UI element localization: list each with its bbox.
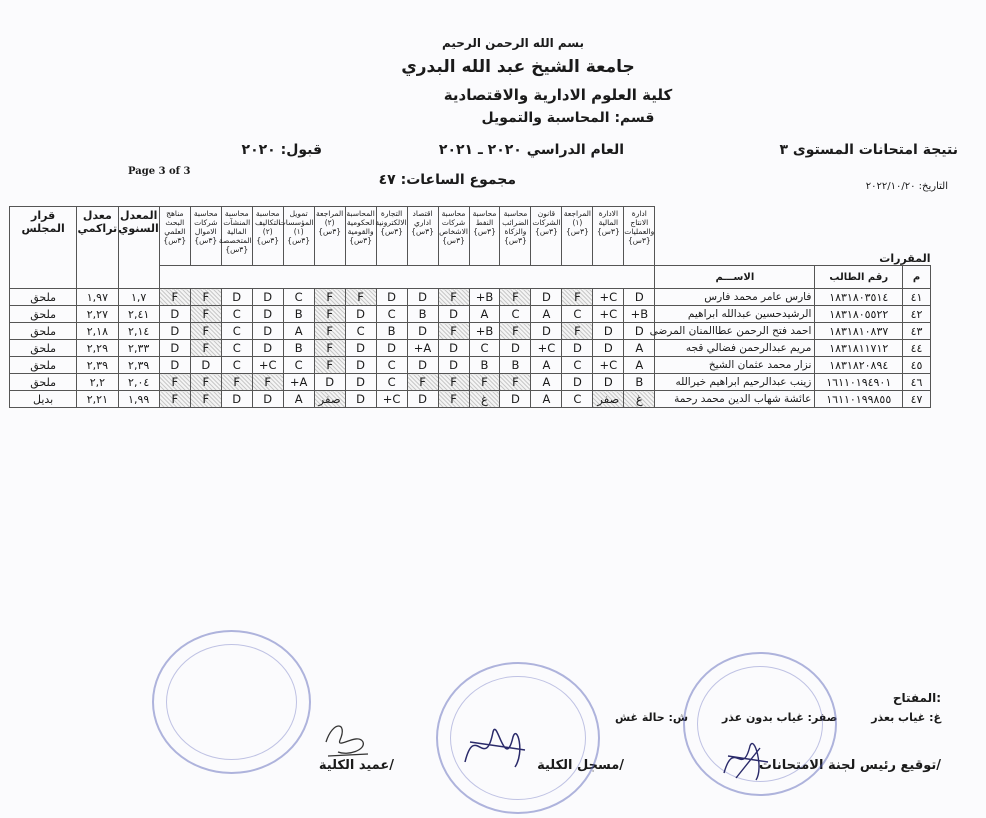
grade-cell: D [252,391,283,408]
grade-cell: D [190,357,221,374]
grade-cell: D [531,289,562,306]
grade-cell: C [221,306,252,323]
grade-cell: B [407,306,438,323]
university-name: جامعة الشيخ عبد الله البدري [401,57,635,77]
gpa-semester: ١,٧ [118,289,159,306]
dean-signature-label: عميد الكلية/ [318,758,394,773]
subject-header-row [10,207,931,266]
grade-cell: F [438,374,469,391]
gpa-cumulative: ٢,٣٩ [77,357,118,374]
key-cheating: ش: حالة غش [614,711,689,724]
grade-cell: D [159,323,190,340]
student-id-header: رقم الطالب [815,266,903,289]
grade-cell: D [221,391,252,408]
grade-cell: D [407,357,438,374]
grade-cell: C [221,357,252,374]
key-absent-excused: غ: غياب بعذر [871,711,941,724]
gpa-semester: ٢,٣٩ [118,357,159,374]
grade-cell: D [407,391,438,408]
grade-cell: D [624,323,655,340]
grade-cell: F [221,374,252,391]
grade-cell: A [283,323,314,340]
subject-header: محاسبة شركات الاموال {٣س} [190,207,221,266]
registrar-signature [455,712,535,782]
grade-cell: D [252,289,283,306]
gpa-semester-header: المعدل السنوي [118,207,159,289]
grade-cell: D [438,357,469,374]
grade-cell: C [469,340,500,357]
grade-cell: B [469,357,500,374]
council-decision: ملحق [10,289,77,306]
gpa-cumulative-header: معدل تراكمي [77,207,118,289]
grade-cell: D [531,323,562,340]
grade-cell: D [345,306,376,323]
grade-cell: D [314,374,345,391]
council-decision: ملحق [10,374,77,391]
row-number: ٤٥ [903,357,931,374]
grade-cell: F [438,323,469,340]
council-decision: ملحق [10,306,77,323]
subject-header: ادارة الانتاج والعمليات {٣س} [624,207,655,266]
issue-date: التاريخ: ٢٠٢٢/١٠/٢٠ [865,181,948,192]
council-decision: بديل [10,391,77,408]
grade-cell: F [159,374,190,391]
grade-cell: F [407,374,438,391]
grade-cell: C [376,306,407,323]
grade-cell: D [438,306,469,323]
student-name: نزار محمد عثمان الشيخ [655,357,815,374]
gpa-semester: ٢,٣٣ [118,340,159,357]
gpa-semester: ١,٩٩ [118,391,159,408]
key-title: المفتاح: [892,691,941,705]
courses-label: المقررات [879,252,931,265]
grade-cell: D [407,323,438,340]
table-row [10,357,931,374]
grade-cell: F [190,323,221,340]
results-table [9,206,931,408]
gpa-semester: ٢,٤١ [118,306,159,323]
decision-header: قرار المجلس [10,207,77,289]
grade-cell: F [314,357,345,374]
grade-cell: C [562,357,593,374]
subject-header: الادارة المالية {٣س} [593,207,624,266]
gpa-cumulative: ٢,٢٧ [77,306,118,323]
grade-cell: A [283,391,314,408]
gpa-cumulative: ٢,٢ [77,374,118,391]
total-hours: مجموع الساعات: ٤٧ [378,172,516,188]
grade-cell: C [221,323,252,340]
grade-cell: F [190,340,221,357]
subject-header: محاسبة التكاليف (٢) {٣س} [252,207,283,266]
grade-cell: C+ [376,391,407,408]
grade-cell: A [531,391,562,408]
grade-cell: D [438,340,469,357]
grade-cell: B [624,374,655,391]
student-name: عائشة شهاب الدين محمد رحمة [655,391,815,408]
student-name: زينب عبدالرحيم ابراهيم خيرالله [655,374,815,391]
grade-cell: D [221,289,252,306]
student-id: ١٨٣١٨١١٧١٢ [815,340,903,357]
grade-cell: B [283,340,314,357]
grade-cell: F [438,289,469,306]
subject-header: المراجعة (٢) {٣س} [314,207,345,266]
subject-header: تمويل المؤسسات (١) {٣س} [283,207,314,266]
grade-cell: D [345,340,376,357]
dean-signature [318,712,378,762]
number-header: م [903,266,931,289]
grade-cell: D [500,340,531,357]
grade-cell: B+ [469,323,500,340]
grade-cell: C [500,306,531,323]
gpa-cumulative: ٢,٢١ [77,391,118,408]
grade-cell: C [345,323,376,340]
grade-cell: C+ [593,289,624,306]
table-row [10,323,931,340]
grade-cell: A [624,357,655,374]
grade-cell: F [159,391,190,408]
grade-cell: B [500,357,531,374]
grade-cell: D [345,374,376,391]
grade-cell: C+ [531,340,562,357]
student-name-header: الاســـم [655,266,815,289]
grade-cell: F [500,323,531,340]
academic-year: العام الدراسي ٢٠٢٠ ـ ٢٠٢١ [438,142,624,158]
grade-cell: C [376,357,407,374]
grade-cell: F [500,374,531,391]
student-name: مريم عبدالرحمن فضالي قجه [655,340,815,357]
department-name: قسم: المحاسبة والتمويل [481,110,655,126]
page-number: Page 3 of 3 [128,166,191,177]
key-absent-unexcused: صفر: غياب بدون عذر [721,711,838,724]
grade-cell: غ [624,391,655,408]
grade-cell: F [438,391,469,408]
grade-cell: A [531,374,562,391]
table-row [10,374,931,391]
grade-cell: صفر [593,391,624,408]
grade-cell: C [562,306,593,323]
gpa-semester: ٢,٠٤ [118,374,159,391]
gpa-semester: ٢,١٤ [118,323,159,340]
council-decision: ملحق [10,357,77,374]
grade-cell: F [500,289,531,306]
table-row [10,340,931,357]
gpa-cumulative: ٢,٢٩ [77,340,118,357]
subject-header: محاسبة الضرائب والزكاة {٣س} [500,207,531,266]
grade-cell: F [562,323,593,340]
grade-cell: F [190,289,221,306]
grade-cell: F [314,289,345,306]
grade-cell: C [562,391,593,408]
grade-cell: A+ [407,340,438,357]
grade-cell: D [624,289,655,306]
student-id: ١٦١١٠١٩٩٨٥٥ [815,391,903,408]
gpa-cumulative: ١,٩٧ [77,289,118,306]
student-id: ١٨٣١٨٠٣٥١٤ [815,289,903,306]
grade-cell: D [345,357,376,374]
dean-stamp [152,630,311,774]
grade-cell: B+ [624,306,655,323]
grade-cell: F [314,306,345,323]
subject-header: اقتصاد اداري {٣س} [407,207,438,266]
subject-header: قانون الشركات {٣س} [531,207,562,266]
grade-cell: غ [469,391,500,408]
grade-cell: D [593,340,624,357]
grade-cell: B [376,323,407,340]
student-id: ١٨٣١٨٠٥٥٢٢ [815,306,903,323]
grade-cell: A+ [283,374,314,391]
grade-cell: F [190,391,221,408]
grade-cell: D [252,340,283,357]
grade-cell: D [562,374,593,391]
grade-cell: F [190,374,221,391]
subject-header: محاسبة المنشآت المالية المتخصصة {٣س} [221,207,252,266]
grade-cell: C+ [252,357,283,374]
council-decision: ملحق [10,340,77,357]
grade-cell: D [407,289,438,306]
row-number: ٤٣ [903,323,931,340]
subject-header: المحاسبة الحكومية والقومية {٣س} [345,207,376,266]
grade-cell: C+ [593,357,624,374]
table-row [10,289,931,306]
grade-cell: D [593,374,624,391]
student-name: الرشيدحسين عبدالله ابراهيم [655,306,815,323]
exam-chair-signature-label: توقيع رئيس لجنة الامتحانات/ [758,758,941,773]
registrar-signature-label: مسجل الكلية/ [537,758,624,773]
row-number: ٤١ [903,289,931,306]
student-name: فارس عامر محمد فارس [655,289,815,306]
grade-cell: F [469,374,500,391]
grade-cell: A [531,306,562,323]
grade-cell: F [190,306,221,323]
row-number: ٤٦ [903,374,931,391]
grade-cell: B [283,306,314,323]
grade-cell: D [500,391,531,408]
council-decision: ملحق [10,323,77,340]
subject-header: محاسبة شركات الاشخاص {٣س} [438,207,469,266]
grade-cell: C [283,289,314,306]
gpa-cumulative: ٢,١٨ [77,323,118,340]
chair-signature [716,728,776,788]
grade-cell: F [562,289,593,306]
grade-cell: F [314,323,345,340]
grade-cell: D [159,357,190,374]
college-name: كلية العلوم الادارية والاقتصادية [443,86,673,104]
student-name: احمد فتح الرحمن عطاالمنان المرضى [655,323,815,340]
row-number: ٤٧ [903,391,931,408]
grade-cell: F [345,289,376,306]
grade-cell: D [562,340,593,357]
results-title: نتيجة امتحانات المستوى ٣ [779,142,958,158]
grade-cell: C [221,340,252,357]
grade-cell: A [469,306,500,323]
table-row [10,306,931,323]
basmala: بسم الله الرحمن الرحيم [441,36,585,50]
subject-header: محاسبة النفط {٣س} [469,207,500,266]
grade-cell: D [159,306,190,323]
row-number: ٤٢ [903,306,931,323]
grade-cell: F [159,289,190,306]
grade-cell: D [376,340,407,357]
table-row [10,391,931,408]
student-id: ١٨٣١٨٢٠٨٩٤ [815,357,903,374]
row-number: ٤٤ [903,340,931,357]
grade-cell: D [252,306,283,323]
grade-cell: C [283,357,314,374]
grade-cell: F [252,374,283,391]
subject-header: التجارة الالكترونية {٣س} [376,207,407,266]
grade-cell: A [531,357,562,374]
grade-cell: صفر [314,391,345,408]
grade-cell: D [252,323,283,340]
grade-cell: D [345,391,376,408]
grade-cell: A [624,340,655,357]
grade-cell: C [376,374,407,391]
grade-cell: B+ [469,289,500,306]
student-id: ١٦١١٠١٩٤٩٠١ [815,374,903,391]
subject-header: مناهج البحث العلمي {٣س} [159,207,190,266]
admission-year: قبول: ٢٠٢٠ [241,142,322,158]
grade-cell: C+ [593,306,624,323]
grade-cell: F [314,340,345,357]
student-id: ١٨٣١٨١٠٨٣٧ [815,323,903,340]
grade-cell: D [376,289,407,306]
grade-cell: D [593,323,624,340]
subject-header: المراجعة (١) {٣س} [562,207,593,266]
grade-cell: D [159,340,190,357]
